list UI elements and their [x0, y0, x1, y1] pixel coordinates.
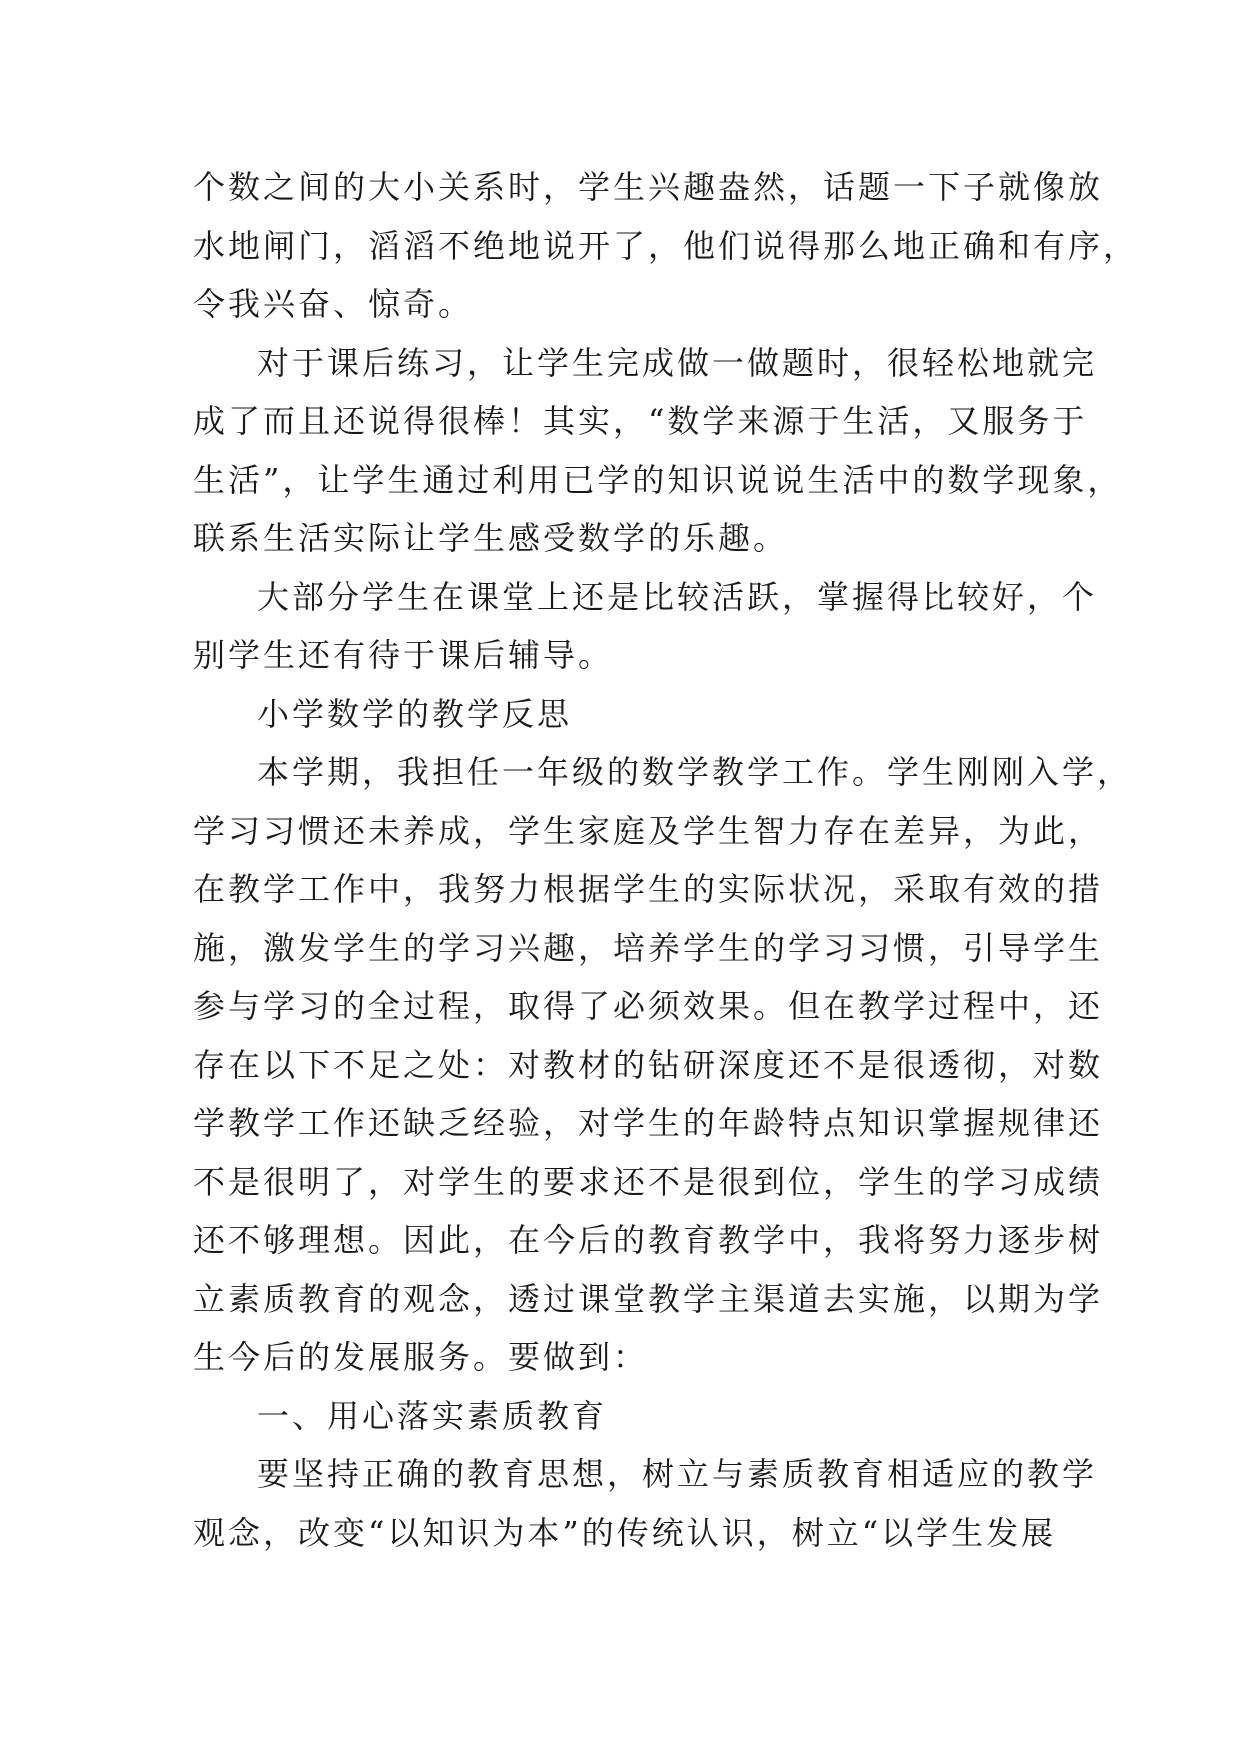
text-line: 水地闸门，滔滔不绝地说开了，他们说得那么地正确和有序，	[193, 226, 1139, 265]
text-line: 存在以下不足之处：对教材的钻研深度还不是很透彻，对数	[193, 1045, 1104, 1084]
text-line: 施，激发学生的学习兴趣，培养学生的学习习惯，引导学生	[193, 928, 1104, 967]
text-line: 不是很明了，对学生的要求还不是很到位，学生的学习成绩	[193, 1162, 1104, 1201]
text-line: 成了而且还说得很棒！其实，“数学来源于生活，又服务于	[193, 402, 1088, 440]
text-line: 个数之间的大小关系时，学生兴趣盎然，话题一下子就像放	[193, 168, 1104, 206]
paragraph	[193, 158, 1139, 334]
paragraph	[193, 1445, 1098, 1562]
heading-text: 一、用心落实素质教育	[257, 1396, 608, 1435]
text-line: 学习习惯还未养成，学生家庭及学生智力存在差异，为此，	[193, 811, 1104, 850]
text-line: 生活”，让学生通过利用已学的知识说说生活中的数学现象，	[193, 460, 1123, 499]
paragraph	[193, 743, 1133, 1387]
text-line: 观念，改变“以知识为本”的传统认识，树立“以学生发展	[193, 1513, 1057, 1552]
text-line: 参与学习的全过程，取得了必须效果。但在教学过程中，还	[193, 987, 1104, 1025]
text-line: 本学期，我担任一年级的数学教学工作。学生刚刚入学，	[257, 753, 1133, 791]
paragraph	[193, 334, 1123, 568]
text-line: 还不够理想。因此，在今后的教育教学中，我将努力逐步树	[193, 1221, 1104, 1259]
section-heading	[193, 685, 1053, 744]
text-line: 在教学工作中，我努力根据学生的实际状况，采取有效的措	[193, 870, 1104, 908]
text-line: 生今后的发展服务。要做到：	[193, 1338, 649, 1376]
heading-text: 小学数学的教学反思	[257, 694, 573, 733]
paragraph	[193, 568, 1098, 685]
text-line: 令我兴奋、惊奇。	[193, 285, 474, 323]
text-line: 学教学工作还缺乏经验，对学生的年龄特点知识掌握规律还	[193, 1104, 1104, 1142]
text-line: 对于课后练习，让学生完成做一做题时，很轻松地就完	[257, 343, 1098, 382]
document-body	[193, 158, 1139, 1562]
text-line: 大部分学生在课堂上还是比较活跃，掌握得比较好，个	[257, 577, 1098, 616]
section-heading	[193, 1387, 1053, 1446]
text-line: 立素质教育的观念，透过课堂教学主渠道去实施，以期为学	[193, 1279, 1104, 1318]
text-line: 联系生活实际让学生感受数学的乐趣。	[193, 519, 789, 557]
text-line: 要坚持正确的教育思想，树立与素质教育相适应的教学	[257, 1455, 1098, 1493]
text-line: 别学生还有待于课后辅导。	[193, 636, 614, 674]
